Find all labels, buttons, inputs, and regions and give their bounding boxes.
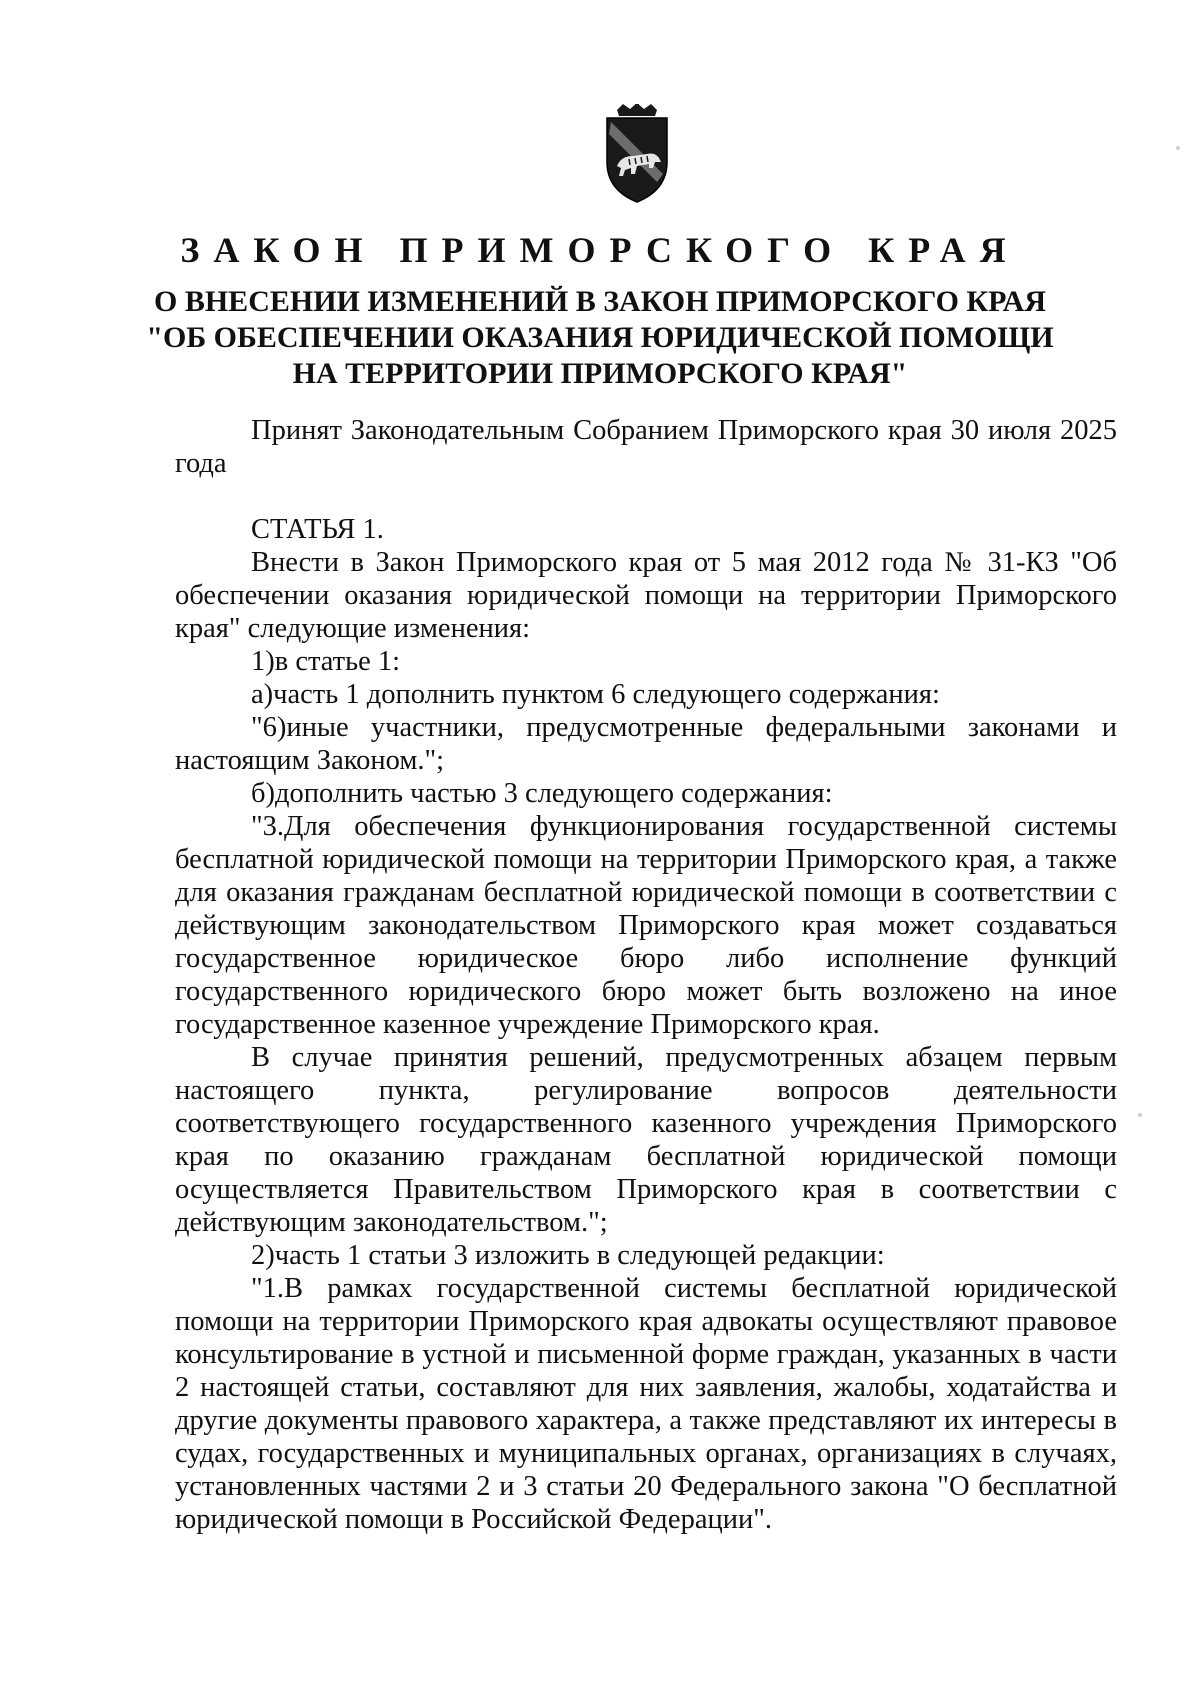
scan-speck (1138, 1113, 1142, 1117)
law-title: ЗАКОН ПРИМОРСКОГО КРАЯ (180, 230, 1020, 270)
scan-speck (1176, 146, 1180, 150)
law-body (175, 414, 1117, 1536)
coat-of-arms-icon (603, 104, 671, 204)
paragraph: "3.Для обеспечения функционирования государственной системы бесплатной юридической помощи на территории Приморского края, а также для оказания гражданам бесплатной юридической помощи в соответствии с действующим законодательством Приморского края может создаваться государственное юридическое бюро либо исполнение функций государственного юридического бюро может быть возложено на иное государственное казенное учреждение Приморского края. (175, 811, 1117, 1040)
paragraph: В случае принятия решений, предусмотренных абзацем первым настоящего пункта, регулирование вопросов деятельности соответствующего государственного казенного учреждения Приморского края по оказанию гражданам бесплатной юридической помощи осуществляется Правительством Приморского края в соответствии с действующим законодательством."; (175, 1042, 1117, 1238)
paragraph: "1.В рамках государственной системы бесплатной юридической помощи на территории Приморского края адвокаты осуществляют правовое консультирование в устной и письменной форме граждан, указанных в части 2 настоящей статьи, составляют для них заявления, жалобы, ходатайства и другие документы правового характера, а также представляют их интересы в судах, государственных и муниципальных органах, организациях в случаях, установленных частями 2 и 3 статьи 20 Федерального закона "О бесплатной юридической помощи в Российской Федерации". (175, 1273, 1117, 1535)
paragraph: 2)часть 1 статьи 3 изложить в следующей редакции: (251, 1240, 885, 1271)
paragraph: б)дополнить частью 3 следующего содержания: (251, 778, 833, 809)
law-subtitle (100, 284, 1100, 392)
subtitle-line: О ВНЕСЕНИИ ИЗМЕНЕНИЙ В ЗАКОН ПРИМОРСКОГО КРАЯ (154, 285, 1046, 318)
paragraph: Внести в Закон Приморского края от 5 мая 2012 года № 31-КЗ "Об обеспечении оказания юридической помощи на территории Приморского края" следующие изменения: (175, 547, 1117, 644)
paragraph: 1)в статье 1: (251, 646, 401, 677)
subtitle-line: НА ТЕРРИТОРИИ ПРИМОРСКОГО КРАЯ" (292, 357, 908, 390)
adoption-note: Принят Законодательным Собранием Приморского края 30 июля 2025 года (175, 415, 1117, 479)
subtitle-line: "ОБ ОБЕСПЕЧЕНИИ ОКАЗАНИЯ ЮРИДИЧЕСКОЙ ПОМОЩИ (146, 321, 1054, 354)
article-heading: СТАТЬЯ 1. (251, 514, 384, 545)
paragraph: а)часть 1 дополнить пунктом 6 следующего содержания: (251, 679, 940, 710)
paragraph: "6)иные участники, предусмотренные федеральными законами и настоящим Законом."; (175, 712, 1117, 776)
